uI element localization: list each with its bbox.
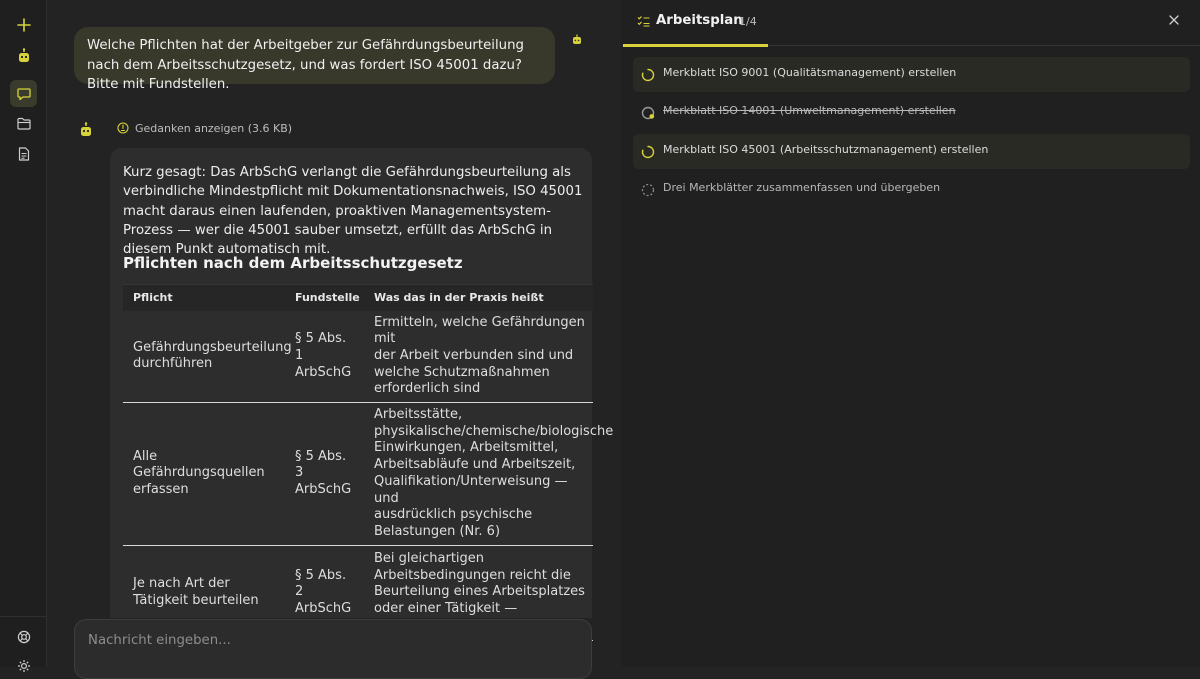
plan-task-4[interactable]	[633, 172, 1190, 207]
chat-area	[47, 0, 622, 667]
message-input[interactable]	[88, 629, 568, 651]
help-icon	[17, 630, 31, 644]
table-cell-pflicht: Gefährdungsbeurteilung durchführen	[123, 311, 285, 403]
in-progress-spinner-icon	[640, 144, 656, 160]
show-thoughts-toggle[interactable]	[117, 120, 292, 136]
table-row	[123, 403, 593, 546]
checklist-icon	[637, 15, 650, 27]
table-cell-fundstelle: § 5 Abs. 1 ArbSchG	[285, 311, 364, 403]
table-header-row	[123, 285, 593, 311]
rail-divider	[0, 616, 47, 617]
user-message	[74, 27, 555, 92]
table-row	[123, 311, 593, 403]
plan-progress-bar	[623, 44, 768, 47]
plan-title: Arbeitsplan	[656, 13, 743, 28]
message-composer	[74, 619, 592, 679]
plus-icon	[17, 18, 31, 32]
plan-task-3[interactable]	[633, 134, 1190, 169]
obligations-table	[123, 284, 614, 641]
robot-icon	[17, 48, 31, 64]
assistant-avatar-icon	[79, 122, 93, 138]
document-icon	[18, 147, 30, 161]
chat-icon	[17, 87, 31, 101]
plan-task-label: Merkblatt ISO 45001 (Arbeitsschutzmanagement) erstellen	[663, 143, 989, 156]
answer-intro: Kurz gesagt: Das ArbSchG verlangt die Gefährdungsbeurteilung als verbindliche Mindestpflicht mit Dokumentationsnachweis, ISO 45001 macht daraus einen laufenden, proaktiven Managementsystem-Prozess — wer die 45001 sauber umsetzt, erfüllt das ArbSchG in diesem Punkt automatisch mit.	[123, 165, 583, 258]
done-status-icon	[640, 105, 656, 121]
files-button[interactable]	[10, 110, 37, 137]
table-cell-fundstelle: § 5 Abs. 3 ArbSchG	[285, 403, 364, 546]
plan-task-label: Merkblatt ISO 14001 (Umweltmanagement) erstellen	[663, 104, 956, 117]
plan-step-count: 1/4	[739, 15, 757, 28]
agent-button[interactable]	[10, 42, 37, 69]
column-header-praxis: Was das in der Praxis heißt	[364, 285, 593, 311]
new-chat-button[interactable]	[10, 11, 37, 38]
table-cell-praxis: Ermitteln, welche Gefährdungen mit der Arbeit verbunden sind und welche Schutzmaßnahmen erforderlich sind	[364, 311, 593, 403]
documents-button[interactable]	[10, 140, 37, 167]
folder-icon	[17, 117, 31, 130]
plan-task-label: Merkblatt ISO 9001 (Qualitätsmanagement) erstellen	[663, 66, 957, 79]
user-robot-icon	[572, 34, 582, 46]
settings-button[interactable]	[10, 652, 37, 679]
table-cell-pflicht: Alle Gefährdungsquellen erfassen	[123, 403, 285, 546]
answer-heading: Pflichten nach dem Arbeitsschutzgesetz	[123, 254, 463, 272]
pending-status-icon	[640, 182, 656, 198]
user-message-text: Welche Pflichten hat der Arbeitgeber zur Gefährdungsbeurteilung nach dem Arbeitsschutzgesetz, und was fordert ISO 45001 dazu? Bitte mit Fundstellen.	[87, 38, 524, 92]
plan-task-2[interactable]	[633, 95, 1190, 130]
table-cell-praxis: Arbeitsstätte, physikalische/chemische/biologische Einwirkungen, Arbeitsmittel, Arbeitsabläufe und Arbeitszeit, Qualifikation/Unterweisung — und ausdrücklich psychische Belastungen (Nr. 6)	[364, 403, 593, 546]
plan-panel	[622, 0, 1200, 667]
chat-button[interactable]	[10, 80, 37, 107]
plan-header	[622, 0, 1200, 46]
plan-task-label: Drei Merkblätter zusammenfassen und übergeben	[663, 181, 941, 194]
settings-icon	[17, 659, 31, 673]
table-cell-fundstelle: § 5 Abs. 2 ArbSchG	[285, 545, 364, 640]
left-rail	[0, 0, 47, 667]
table-cell-praxis: Bei gleichartigen Arbeitsbedingungen reicht die Beurteilung eines Arbeitsplatzes oder einer Tätigkeit —	[364, 545, 593, 640]
assistant-answer	[110, 148, 614, 618]
table-cell-pflicht: Je nach Art der Tätigkeit beurteilen	[123, 545, 285, 640]
in-progress-spinner-icon	[640, 67, 656, 83]
help-button[interactable]	[10, 623, 37, 650]
obligations-table-wrapper	[123, 284, 614, 624]
close-icon[interactable]	[1168, 14, 1180, 26]
plan-task-1[interactable]	[633, 57, 1190, 92]
column-header-fundstelle: Fundstelle	[285, 285, 364, 311]
column-header-pflicht: Pflicht	[123, 285, 285, 311]
show-thoughts-label: Gedanken anzeigen (3.6 KB)	[135, 121, 293, 135]
lightbulb-icon	[117, 122, 129, 134]
